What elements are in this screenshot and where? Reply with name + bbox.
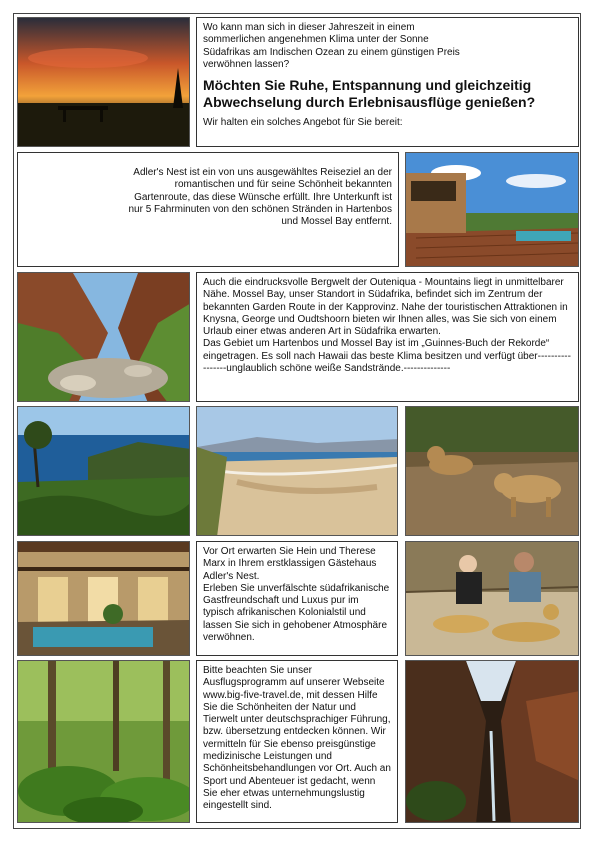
guesthouse-pool-photo [405,152,579,267]
hosts-paragraph-2: Erleben Sie unverfälschte südafrikanische Gastfreundschaft und Luxus pur im typisch afrikanischen Kolonialstil und lassen Sie sich in gehobener Atmosphäre verwöhnen. [203,582,390,644]
forest-photo [17,660,190,823]
intro-question: Wo kann man sich in dieser Jahreszeit in einem sommerlichen angenehmen Klima unter der Sonne Südafrikas am Indischen Ozean zu einem günstigen Preis verwöhnen lassen? [203,22,460,70]
region-text-box [196,272,579,402]
nest-text-box [17,152,399,267]
coast-cliff-photo [17,406,190,536]
region-paragraph-2: Das Gebiet um Hartenbos und Mossel Bay ist im „Guinnes-Buch der Rekorde“ eingetragen. Es soll nach Hawaii das beste Klima besitzen und verfügt über-----------------unglaublich schöne weiße Sandstrände.-------------- [203,338,571,375]
intro-box [196,17,579,147]
excursions-paragraph: Bitte beachten Sie unser Ausflugsprogramm auf unserer Webseite www.big-five-travel.de, mit dessen Hilfe Sie die Schönheiten der Natur und Tierwelt unter deutschsprachiger Führung, bzw. übersetzung entdecken können. Wir vermitteln für Sie ebenso preisgünstige medizinische Leistungen und Schönheitsbehandlungen vor Ort. Auch an Sport und Abenteuer ist gedacht, wenn Sie eher etwas unternehmungslustig eingestellt sind. [203,665,391,812]
intro-headline: Möchten Sie Ruhe, Entspannung und gleichzeitig Abwechselung durch Erlebnisausflüge genießen? [203,77,536,111]
region-paragraph-1: Auch die eindrucksvolle Bergwelt der Outeniqua - Mountains liegt in unmittelbarer Nähe. Mossel Bay, unser Standort in Südafrika, befindet sich im Zentrum der bekannten Garden Route in der Kapprovinz. Nahe der touristischen Attraktionen in Knysna, George und Oudtshoorn bieten wir Ihnen alles, was Sie sich von einem Urlaub einer etwas anderen Art in Südafrika erwarten. [203,277,568,338]
lions-photo [405,406,579,536]
hosts-text-box [196,541,398,656]
hosts-paragraph-1: Vor Ort erwarten Sie Hein und Therese Marx in Ihrem erstklassigen Gästehaus Adler's Nest. [203,546,377,582]
interior-pool-photo [17,541,190,656]
intro-offer: Wir halten ein solches Angebot für Sie bereit: [203,117,403,129]
mountain-stream-photo [17,272,190,402]
excursions-text-box [196,660,398,823]
nest-description: Adler's Nest ist ein von uns ausgewähltes Reiseziel an der romantischen und für seine Schönheit bekannten Gartenroute, das diese Wünsche erfüllt. Ihre Unterkunft ist nur 5 Fahrminuten von den schönen Stränden in Hartenbos und Mossel Bay entfernt. [128,167,392,228]
hosts-cheetahs-photo [405,541,579,656]
sunset-photo [17,17,190,147]
canyon-waterfall-photo [405,660,579,823]
beach-photo [196,406,398,536]
